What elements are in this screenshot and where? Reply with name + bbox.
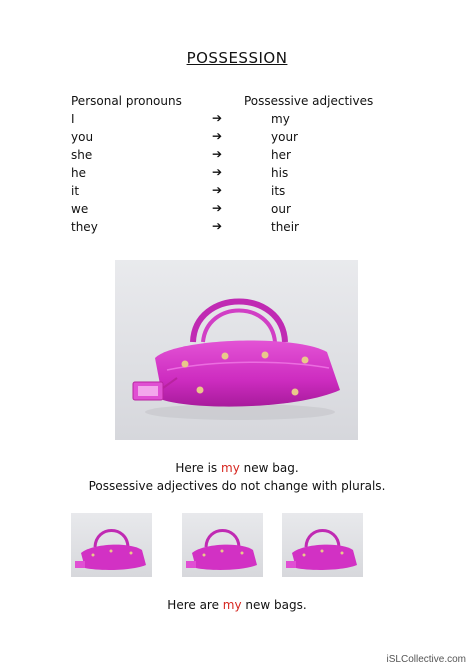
highlighted-word: my	[221, 461, 240, 475]
page-title: POSSESSION	[186, 49, 288, 67]
table-row	[0, 112, 474, 130]
arrow-right-icon: ➔	[212, 111, 223, 125]
handbag-photo-small	[71, 513, 152, 577]
handbag-photo	[115, 260, 358, 440]
personal-pronoun: you	[71, 130, 94, 144]
possessive-adjective: her	[271, 148, 291, 162]
possessive-adjective: his	[271, 166, 289, 180]
highlighted-word: my	[222, 598, 242, 612]
arrow-right-icon: ➔	[212, 201, 223, 215]
table-row	[0, 202, 474, 220]
rule-sentence: Possessive adjectives do not change with plurals.	[88, 479, 386, 493]
personal-pronoun: she	[71, 148, 93, 162]
handbag-icon	[182, 513, 263, 577]
possessive-adjective: our	[271, 202, 291, 216]
table-row	[0, 220, 474, 238]
pronoun-table	[0, 112, 474, 238]
personal-pronoun: they	[71, 220, 98, 234]
sentence-text: Here are	[167, 598, 223, 612]
handbag-icon	[71, 513, 152, 577]
personal-pronoun: I	[71, 112, 75, 126]
sentence-text: new bags.	[241, 598, 307, 612]
arrow-right-icon: ➔	[212, 165, 223, 179]
sentence-text: new bag.	[239, 461, 299, 475]
personal-pronoun: it	[71, 184, 80, 198]
possessive-adjective: its	[271, 184, 286, 198]
sentence-singular	[0, 461, 474, 475]
header-possessive-adjectives: Possessive adjectives	[244, 94, 374, 108]
arrow-right-icon: ➔	[212, 129, 223, 143]
possessive-adjective: your	[271, 130, 298, 144]
table-row	[0, 130, 474, 148]
watermark: iSLCollective.com	[386, 654, 466, 665]
table-row	[0, 148, 474, 166]
arrow-right-icon: ➔	[212, 147, 223, 161]
personal-pronoun: he	[71, 166, 86, 180]
handbag-icon	[282, 513, 363, 577]
table-row	[0, 184, 474, 202]
header-personal-pronouns: Personal pronouns	[71, 94, 182, 108]
handbag-icon	[115, 260, 358, 440]
handbag-photo-small	[282, 513, 363, 577]
table-row	[0, 166, 474, 184]
handbag-photo-small	[182, 513, 263, 577]
personal-pronoun: we	[71, 202, 89, 216]
possessive-adjective: my	[271, 112, 290, 126]
arrow-right-icon: ➔	[212, 183, 223, 197]
possessive-adjective: their	[271, 220, 299, 234]
arrow-right-icon: ➔	[212, 219, 223, 233]
sentence-text: Here is	[175, 461, 222, 475]
sentence-plural	[0, 598, 474, 612]
